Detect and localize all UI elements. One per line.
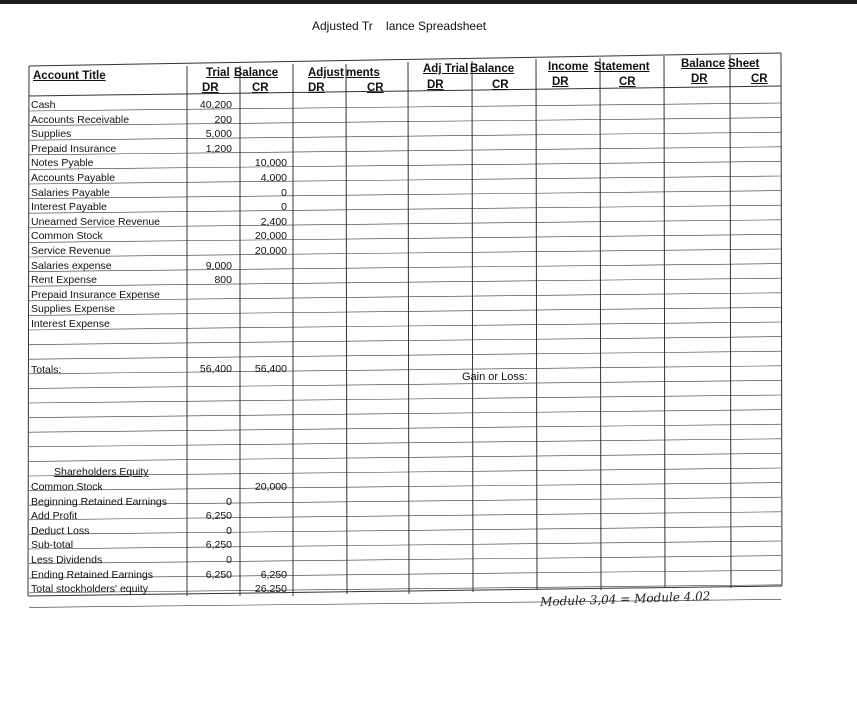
equity-heading: Shareholders Equity	[54, 466, 149, 478]
grid-line	[29, 366, 781, 374]
account-name: Rent Expense	[31, 274, 97, 287]
header-income-dr: DR	[552, 76, 569, 88]
account-name: Salaries Payable	[31, 186, 110, 199]
grid-line	[29, 278, 781, 286]
grid-line	[29, 161, 781, 169]
grid-line	[29, 556, 781, 564]
equity-row-cr: 20,000	[254, 481, 287, 493]
grid-line	[29, 395, 781, 403]
account-trial-dr: 5,000	[205, 128, 232, 141]
header-income-cr: CR	[619, 76, 636, 88]
grid-line	[781, 53, 782, 586]
grid-line	[28, 66, 29, 596]
header-adjust-ments: ments	[346, 67, 380, 79]
account-trial-cr: 0	[281, 186, 287, 199]
header-income-statement: Statement	[594, 61, 650, 73]
grid-line	[29, 132, 781, 140]
grid-line	[664, 56, 665, 588]
grid-line	[29, 147, 781, 155]
handwritten-note: Module 3,04 = Module 4.02	[539, 589, 711, 609]
grid-line	[29, 118, 781, 126]
equity-row-dr: 0	[226, 554, 232, 566]
equity-row-name: Less Dividends	[31, 554, 103, 566]
account-name: Notes Pyable	[31, 157, 94, 170]
grid-line	[29, 337, 781, 345]
equity-row-name: Sub-total	[31, 539, 74, 552]
account-trial-dr: 800	[214, 274, 232, 287]
page-title: Adjusted Tr lance Spreadsheet	[312, 19, 487, 33]
account-trial-dr: 1,200	[205, 142, 232, 155]
grid-line	[29, 541, 781, 549]
account-name: Common Stock	[31, 230, 103, 243]
header-trial-dr: DR	[202, 82, 219, 94]
totals-cr: 56,400	[254, 363, 287, 375]
grid-line	[29, 307, 781, 315]
header-balance-sheet: Balance	[681, 58, 726, 70]
account-name: Salaries expense	[31, 259, 112, 272]
equity-row-dr: 6,250	[205, 568, 232, 581]
grid-line	[29, 234, 781, 242]
account-name: Interest Payable	[31, 201, 107, 214]
equity-row-name: Total stockholders' equity	[31, 583, 148, 596]
header-trial-balance: Balance	[234, 67, 279, 79]
equity-row-dr: 6,250	[205, 539, 232, 552]
equity-row-name: Beginning Retained Earnings	[31, 495, 168, 508]
grid-line	[29, 176, 781, 184]
account-name: Accounts Payable	[31, 172, 116, 184]
grid-line	[346, 64, 347, 594]
account-name: Supplies	[31, 128, 72, 141]
grid-line	[29, 380, 781, 388]
grid-line	[408, 62, 409, 594]
grid-line	[29, 351, 781, 359]
header-balance-sheet-dr: DR	[691, 73, 708, 85]
grid-line	[29, 86, 781, 96]
header-adj-trial-cr: CR	[492, 79, 509, 91]
grid-line	[29, 205, 781, 213]
grid-line	[29, 53, 781, 66]
grid-line	[29, 512, 781, 520]
account-name: Prepaid Insurance Expense	[31, 288, 160, 301]
header-adj-trial-dr: DR	[427, 79, 444, 91]
grid-line	[29, 526, 781, 534]
account-trial-cr: 10,000	[254, 157, 287, 170]
grid-line	[29, 249, 781, 257]
account-trial-dr: 200	[214, 113, 232, 126]
account-trial-cr: 2,400	[260, 215, 287, 228]
account-trial-cr: 20,000	[254, 245, 287, 257]
header-balance-sheet-sheet: Sheet	[728, 58, 760, 70]
grid-line	[29, 191, 781, 199]
account-trial-dr: 9,000	[205, 259, 232, 272]
header-trial-cr: CR	[252, 82, 269, 94]
totals-dr: 56,400	[199, 363, 232, 375]
header-balance-sheet-cr: CR	[751, 73, 768, 85]
account-trial-cr: 20,000	[254, 230, 287, 243]
header-adj-trial-balance: Balance	[470, 63, 515, 75]
equity-row-dr: 6,250	[205, 510, 232, 523]
grid-line	[730, 55, 731, 588]
grid-line	[29, 103, 781, 111]
account-name: Service Revenue	[31, 245, 111, 257]
header-adj-trial: Adj Trial	[423, 63, 469, 75]
account-name: Cash	[31, 99, 56, 111]
grid-line	[29, 410, 781, 418]
equity-row-cr: 26,250	[254, 583, 287, 596]
equity-row-dr: 0	[226, 524, 232, 537]
account-name: Prepaid Insurance	[31, 142, 117, 155]
grid-line	[29, 483, 781, 491]
account-trial-cr: 4,000	[260, 172, 287, 184]
account-trial-cr: 0	[281, 201, 287, 214]
grid-line	[29, 424, 781, 432]
account-trial-dr: 40,200	[199, 99, 232, 111]
grid-line	[29, 453, 781, 461]
account-name: Accounts Receivable	[31, 113, 130, 126]
equity-row-name: Add Profit	[31, 510, 78, 523]
equity-row-name: Common Stock	[31, 481, 103, 493]
account-name: Supplies Expense	[31, 303, 116, 316]
header-income: Income	[548, 61, 589, 73]
totals-label: Totals:	[31, 364, 62, 376]
account-name: Interest Expense	[31, 318, 110, 330]
grid-line	[29, 439, 781, 447]
equity-row-dr: 0	[226, 495, 232, 508]
account-name: Unearned Service Revenue	[31, 215, 160, 228]
header-adjust-cr: CR	[367, 82, 384, 94]
equity-row-name: Deduct Loss	[31, 524, 90, 537]
grid-line	[29, 264, 781, 272]
grid-line	[29, 322, 781, 330]
header-account-title: Account Title	[33, 70, 106, 82]
gain-or-loss-label: Gain or Loss:	[462, 371, 528, 383]
grid-line	[472, 61, 473, 592]
header-trial: Trial	[206, 67, 230, 79]
header-adjust-dr: DR	[308, 82, 325, 94]
equity-row-cr: 6,250	[260, 568, 287, 581]
header-adjust: Adjust	[308, 67, 344, 79]
equity-row-name: Ending Retained Earnings	[31, 568, 154, 581]
